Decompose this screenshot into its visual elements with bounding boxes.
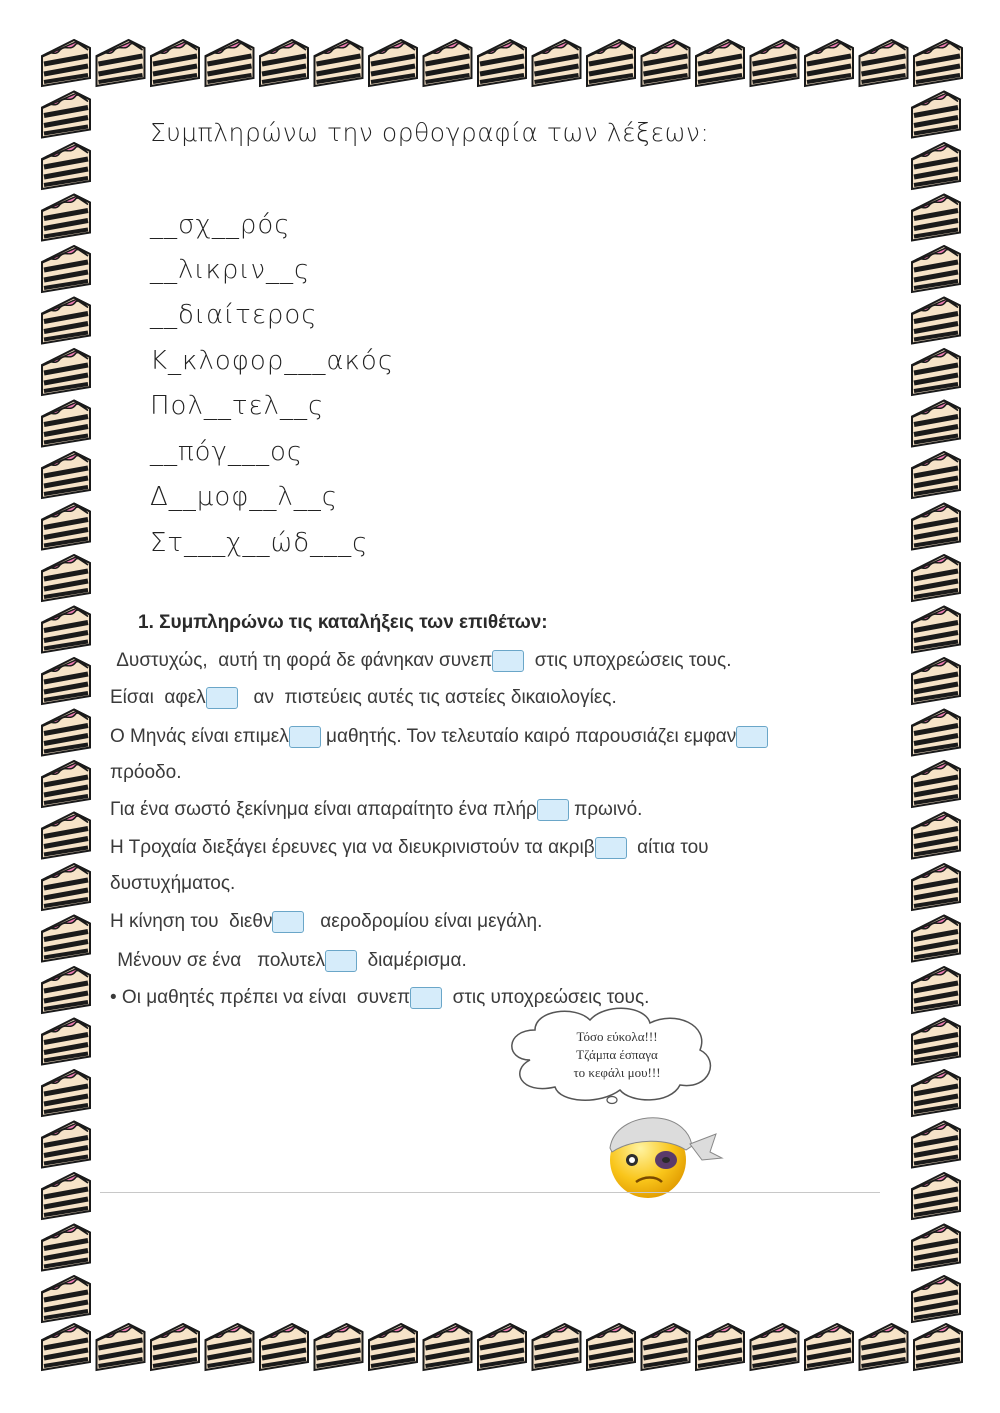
- sentence-text: μαθητής. Τον τελευταίο καιρό παρουσιάζει εμφαν: [320, 726, 737, 747]
- word-item: __λικριν__ς: [150, 255, 311, 285]
- cake-icon: [912, 1276, 960, 1322]
- sentence-text: Είσαι αφελ: [110, 687, 206, 708]
- cake-icon: [42, 658, 90, 704]
- cake-icon: [42, 195, 90, 241]
- cake-icon: [912, 658, 960, 704]
- cake-icon: [642, 1324, 690, 1370]
- answer-box[interactable]: [206, 687, 238, 709]
- cake-icon: [260, 40, 308, 86]
- cake-icon: [42, 246, 90, 292]
- cake-icon: [151, 40, 199, 86]
- cake-icon: [369, 1324, 417, 1370]
- cake-icon: [42, 1225, 90, 1271]
- cake-icon: [42, 864, 90, 910]
- cake-icon: [751, 1324, 799, 1370]
- answer-box[interactable]: [410, 987, 442, 1009]
- answer-box[interactable]: [492, 650, 524, 672]
- cake-icon: [478, 40, 526, 86]
- sentence-text: Η Τροχαία διεξάγει έρευνες για να διευκρινιστούν τα ακριβ: [110, 837, 595, 858]
- cake-icon: [315, 40, 363, 86]
- cake-icon: [424, 40, 472, 86]
- cake-icon: [42, 1070, 90, 1116]
- cake-icon: [42, 298, 90, 344]
- cake-icon: [860, 40, 908, 86]
- cake-icon: [805, 1324, 853, 1370]
- cake-icon: [912, 607, 960, 653]
- cake-icon: [206, 40, 254, 86]
- cake-icon: [912, 555, 960, 601]
- cake-icon: [912, 401, 960, 447]
- cake-icon: [912, 710, 960, 756]
- cake-icon: [260, 1324, 308, 1370]
- cake-icon: [42, 710, 90, 756]
- page-title: Συμπληρώνω την ορθογραφία των λέξεων:: [150, 118, 710, 147]
- sentence-text: δυστυχήματος.: [110, 873, 236, 894]
- sentence-text: Για ένα σωστό ξεκίνημα είναι απαραίτητο ένα πλήρ: [110, 799, 537, 820]
- cake-icon: [42, 504, 90, 550]
- cake-icon: [42, 349, 90, 395]
- cake-icon: [914, 1324, 962, 1370]
- sentence-3: [110, 726, 768, 748]
- word-item: __διαίτερος: [150, 300, 318, 330]
- cake-icon: [805, 40, 853, 86]
- sentence-text: Δυστυχώς, αυτή τη φορά δε φάνηκαν συνεπ: [112, 650, 493, 671]
- sentence-text: αίτια του: [626, 837, 709, 858]
- cake-icon: [912, 504, 960, 550]
- cake-icon: [206, 1324, 254, 1370]
- cake-icon: [912, 298, 960, 344]
- cake-icon: [912, 864, 960, 910]
- cake-icon: [369, 40, 417, 86]
- sentence-7: [112, 950, 467, 972]
- sentence-3-cont: [110, 762, 181, 784]
- cake-icon: [914, 40, 962, 86]
- cake-icon: [424, 1324, 472, 1370]
- cake-icon: [97, 1324, 145, 1370]
- cake-icon: [42, 92, 90, 138]
- cake-icon: [912, 92, 960, 138]
- answer-box[interactable]: [272, 911, 304, 933]
- cake-icon: [315, 1324, 363, 1370]
- bubble-line: το κεφάλι μου!!!: [573, 1065, 661, 1080]
- cake-icon: [42, 40, 90, 86]
- cake-icon: [912, 1122, 960, 1168]
- cake-icon: [912, 1019, 960, 1065]
- cake-icon: [478, 1324, 526, 1370]
- cake-icon: [42, 452, 90, 498]
- sentence-text: στις υποχρεώσεις τους.: [442, 987, 650, 1008]
- sentence-text: αν πιστεύεις αυτές τις αστείες δικαιολογίες.: [237, 687, 617, 708]
- word-item: Δ__μοφ__λ__ς: [150, 482, 339, 512]
- cake-icon: [42, 916, 90, 962]
- cake-icon: [860, 1324, 908, 1370]
- cake-icon: [42, 1019, 90, 1065]
- answer-box[interactable]: [325, 950, 357, 972]
- cake-icon: [642, 40, 690, 86]
- cake-icon: [587, 1324, 635, 1370]
- sentence-2: [110, 687, 617, 709]
- exercise-heading: 1. Συμπληρώνω τις καταλήξεις των επιθέτων:: [138, 612, 548, 633]
- cake-icon: [912, 761, 960, 807]
- sentence-text: πρωινό.: [568, 799, 643, 820]
- cake-icon: [97, 40, 145, 86]
- cake-icon: [587, 40, 635, 86]
- sentence-text: στις υποχρεώσεις τους.: [524, 650, 732, 671]
- cake-icon: [42, 1122, 90, 1168]
- sentence-text: Ο Μηνάς είναι επιμελ: [110, 726, 289, 747]
- cake-icon: [42, 143, 90, 189]
- cake-icon: [912, 349, 960, 395]
- cake-icon: [912, 195, 960, 241]
- sentence-text: αεροδρομίου είναι μεγάλη.: [304, 911, 543, 932]
- sentence-6: [110, 911, 542, 933]
- cake-icon: [42, 555, 90, 601]
- answer-box[interactable]: [595, 837, 627, 859]
- cake-icon: [42, 607, 90, 653]
- cake-icon: [912, 1070, 960, 1116]
- sentence-text: • Οι μαθητές πρέπει να είναι συνεπ: [110, 987, 411, 1008]
- divider: [100, 1192, 880, 1193]
- sentence-text: πρόοδο.: [110, 762, 182, 783]
- cake-icon: [696, 1324, 744, 1370]
- word-item: __πόγ___ος: [150, 437, 304, 467]
- sentence-5-cont: [110, 873, 235, 895]
- cake-icon: [912, 967, 960, 1013]
- cake-icon: [42, 1324, 90, 1370]
- cake-icon: [42, 401, 90, 447]
- sentence-text: διαμέρισμα.: [357, 950, 467, 971]
- word-item: Πολ__τελ__ς: [150, 391, 325, 421]
- cake-icon: [533, 1324, 581, 1370]
- cake-icon: [912, 916, 960, 962]
- cake-icon: [42, 967, 90, 1013]
- sentence-4: [110, 799, 642, 821]
- bubble-line: Τζάμπα έσπαγα: [576, 1047, 658, 1062]
- word-item: Στ___χ__ώδ___ς: [150, 528, 369, 558]
- cake-icon: [151, 1324, 199, 1370]
- cake-icon: [42, 761, 90, 807]
- sentence-1: [112, 650, 732, 672]
- answer-box[interactable]: [736, 726, 768, 748]
- injured-smiley-icon: [598, 1108, 728, 1198]
- sentence-text: Η κίνηση του διεθν: [110, 911, 273, 932]
- cake-icon: [696, 40, 744, 86]
- thought-text: [542, 1028, 692, 1082]
- cake-icon: [751, 40, 799, 86]
- cake-icon: [42, 1276, 90, 1322]
- word-item: Κ_κλοφορ___ακός: [150, 346, 395, 376]
- cake-icon: [912, 813, 960, 859]
- cake-icon: [533, 40, 581, 86]
- cake-icon: [42, 813, 90, 859]
- cake-icon: [912, 452, 960, 498]
- cake-icon: [912, 246, 960, 292]
- cake-icon: [42, 1173, 90, 1219]
- cake-icon: [912, 1173, 960, 1219]
- sentence-text: Μένουν σε ένα πολυτελ: [112, 950, 326, 971]
- bubble-line: Τόσο εύκολα!!!: [576, 1029, 658, 1044]
- sentence-5: [110, 837, 709, 859]
- word-item: __σχ__ρός: [150, 210, 291, 240]
- cake-icon: [912, 143, 960, 189]
- answer-box[interactable]: [537, 799, 569, 821]
- answer-box[interactable]: [289, 726, 321, 748]
- cake-icon: [912, 1225, 960, 1271]
